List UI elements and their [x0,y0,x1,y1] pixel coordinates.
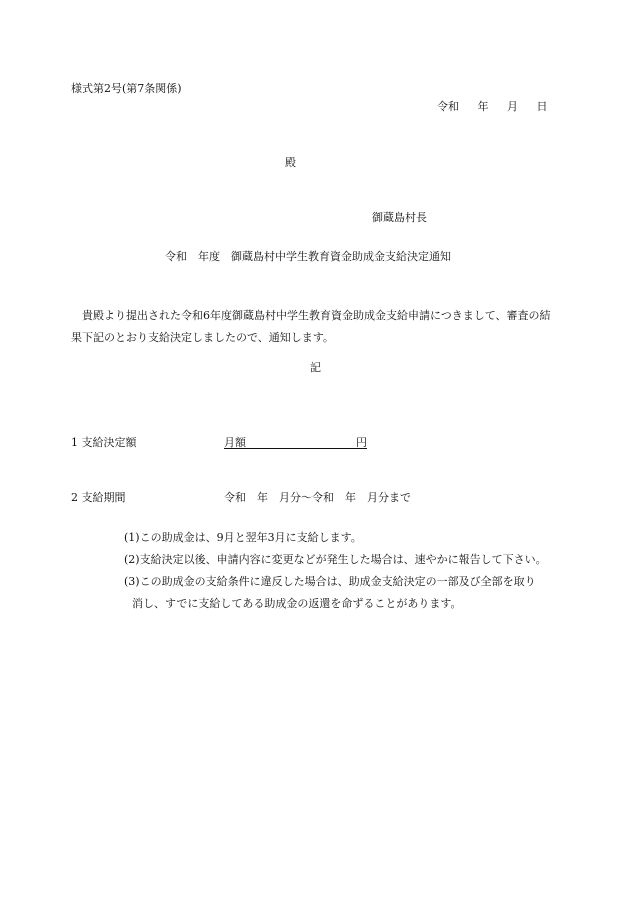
ki-heading: 記 [310,361,321,374]
note-item: (3)この助成金の支給条件に違反した場合は、助成金支給決定の一部及び全部を取り [124,575,536,588]
note-item-continuation: 消し、すでに支給してある助成金の返還を命ずることがあります。 [132,597,462,610]
period-label: 2 支給期間 [71,491,126,504]
date-line: 令和 年 月 日 [437,100,548,113]
note-item: (2)支給決定以後、申請内容に変更などが発生した場合は、速やかに報告して下さい。 [124,553,547,566]
sender-name: 御蔵島村長 [372,211,427,224]
period-value: 令和 年 月分～令和 年 月分まで [224,491,411,504]
amount-label: 1 支給決定額 [71,436,137,449]
notes-list [124,527,574,615]
note-item: (1)この助成金は、9月と翌年3月に支給します。 [124,531,362,544]
addressee-suffix: 殿 [285,156,296,169]
amount-value: 月額 円 [224,436,367,449]
document-title: 令和 年度 御蔵島村中学生教育資金助成金支給決定通知 [165,250,451,263]
form-number: 様式第2号(第7条関係) [71,82,182,95]
body-paragraph: 貴殿より提出された令和6年度御蔵島村中学生教育資金助成金支給申請につきまして、審査の結果下記のとおり支給決定しましたので、通知します。 [71,309,551,344]
